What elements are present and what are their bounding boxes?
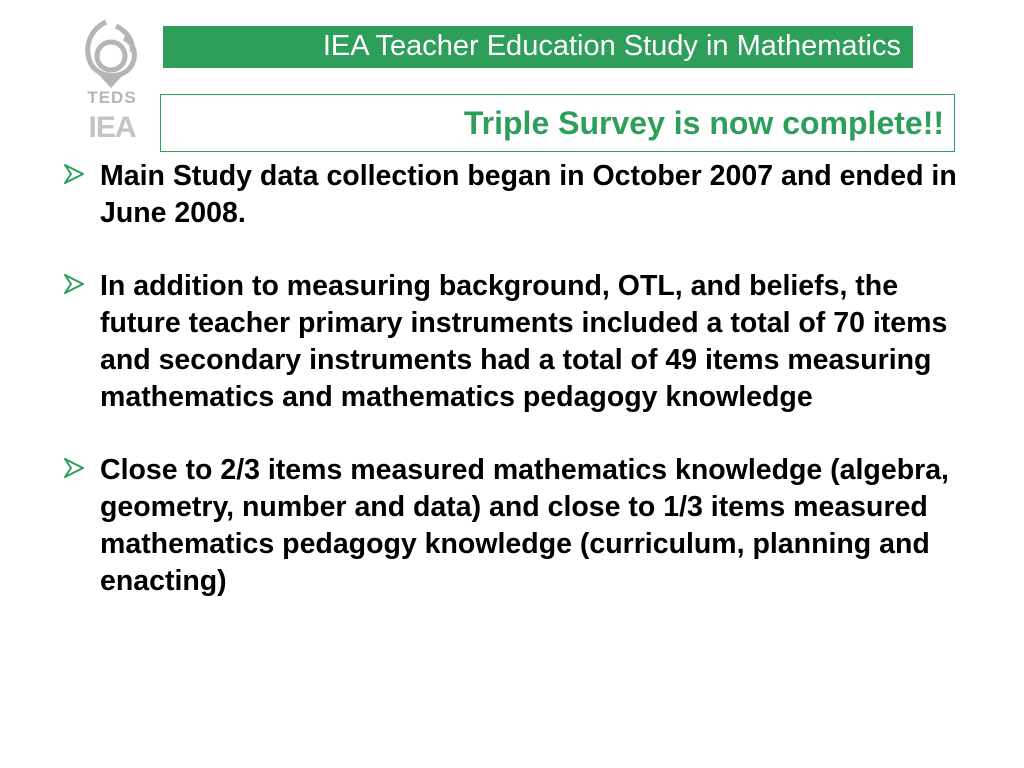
bullet-list: [62, 158, 972, 636]
teds-logo-label: TEDS: [87, 88, 137, 107]
header-bar: [163, 26, 913, 68]
bullet-item: [62, 268, 972, 416]
teds-swirl-icon: [76, 16, 146, 91]
bullet-item: [62, 158, 972, 232]
bullet-text: Main Study data collection began in October 2007 and ended in June 2008.: [100, 160, 957, 229]
arrow-bullet-icon: [62, 273, 86, 295]
header-title: IEA Teacher Education Study in Mathematics: [322, 30, 901, 62]
bullet-text: In addition to measuring background, OTL, and beliefs, the future teacher primary instruments included a total of 70 items and secondary instruments had a total of 49 items measuring mathematics and mathematics pedagogy knowledge: [100, 270, 948, 413]
arrow-bullet-icon: [62, 163, 86, 185]
arrow-bullet-icon: [62, 457, 86, 479]
iea-logo-label: IEA: [88, 111, 136, 144]
bullet-text: Close to 2/3 items measured mathematics knowledge (algebra, geometry, number and data) and close to 1/3 items measured mathematics pedagogy knowledge (curriculum, planning and enacting): [100, 454, 949, 597]
bullet-item: [62, 452, 972, 600]
slide-subtitle: Triple Survey is now complete!!: [463, 105, 944, 141]
subtitle-box: [160, 94, 955, 152]
